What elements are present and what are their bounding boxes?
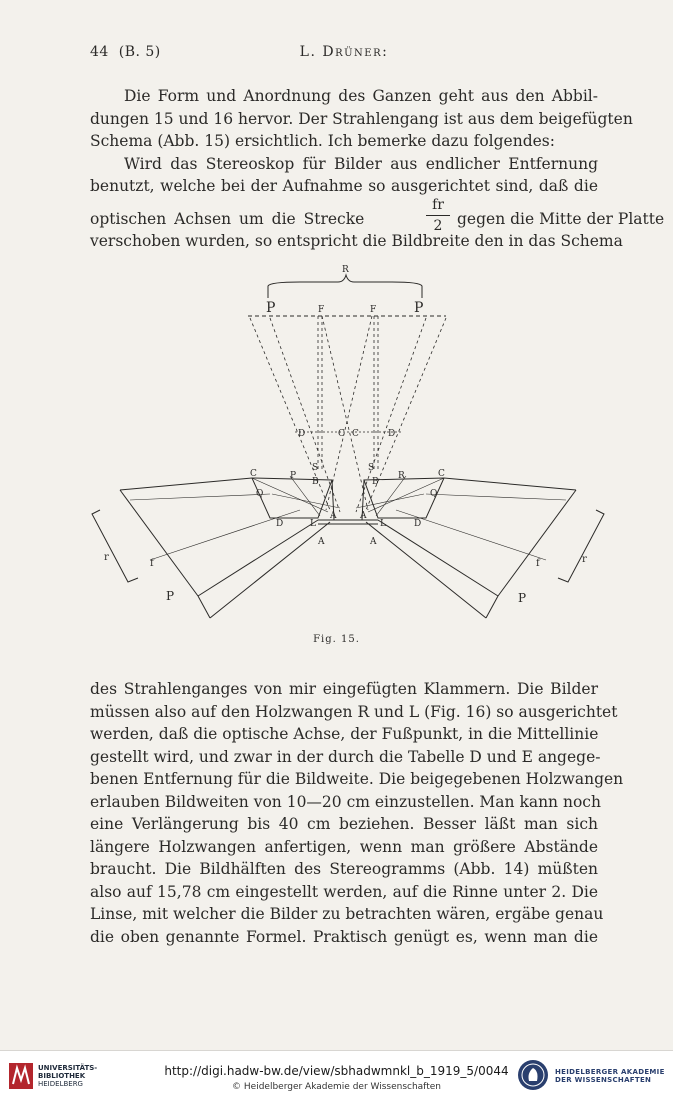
text-line: Schema (Abb. 15) ersichtlich. Ich bemerke dazu folgendes: bbox=[90, 132, 555, 150]
label-R: R bbox=[342, 265, 349, 275]
running-header bbox=[90, 44, 598, 64]
formula-text-before: optischen Achsen um die Strecke bbox=[90, 210, 365, 228]
label-B-2: B bbox=[372, 477, 379, 487]
author-name: L. Drüner: bbox=[299, 44, 389, 60]
paragraph-1 bbox=[90, 85, 633, 198]
label-P2-right: P bbox=[518, 591, 527, 605]
label-r-left: r bbox=[104, 552, 109, 563]
label-P-right: P bbox=[414, 300, 424, 316]
permalink-url[interactable]: http://digi.hadw-bw.de/view/sbhadwmnkl_b_1919_5/0044 bbox=[164, 1064, 509, 1078]
fraction-bar bbox=[426, 215, 450, 216]
academy-seal-icon bbox=[517, 1059, 549, 1091]
label-B-1: B bbox=[312, 477, 319, 487]
copyright-notice: © Heidelberger Akademie der Wissenschaften bbox=[232, 1082, 441, 1092]
text-line: erlauben Bildweiten von 10—20 cm einzustellen. Man kann noch bbox=[90, 792, 601, 811]
label-r-right: r bbox=[582, 554, 587, 565]
text-line: Linse, mit welcher die Bilder zu betrachten wären, ergäbe genau bbox=[90, 905, 604, 923]
label-A-2: A bbox=[370, 537, 377, 547]
label-D-2: D bbox=[388, 429, 396, 439]
label-L-2: L bbox=[380, 519, 386, 529]
text-line: benen Entfernung für die Bildweite. Die beigegebenen Holzwangen bbox=[90, 770, 624, 788]
text-line: die oben genannte Formel. Praktisch genügt es, wenn man die bbox=[90, 927, 598, 946]
label-C-1: C bbox=[338, 429, 345, 439]
viewer-footer bbox=[0, 1050, 673, 1100]
paragraph-1-end bbox=[90, 230, 623, 253]
fraction-denominator: 2 bbox=[433, 218, 443, 234]
label-A-center-1: A bbox=[330, 511, 337, 521]
library-name: UNIVERSITÄTS- BIBLIOTHEK HEIDELBERG bbox=[38, 1064, 98, 1088]
label-Q-left: Q bbox=[256, 489, 264, 499]
label-A-center-2: A bbox=[360, 511, 367, 521]
text-line: des Strahlenganges von mir eingefügten Klammern. Die Bilder bbox=[90, 680, 598, 698]
label-R-right-mirror: R bbox=[398, 471, 405, 481]
label-F-2: F bbox=[370, 305, 377, 315]
label-f-left: f bbox=[150, 558, 154, 569]
label-A-1: A bbox=[318, 537, 325, 547]
text-line: müssen also auf den Holzwangen R und L (Fig. 16) so ausgerichtet bbox=[90, 702, 618, 721]
text-line: dungen 15 und 16 hervor. Der Strahlengang ist aus dem beigefügten bbox=[90, 109, 633, 128]
label-D-1: D bbox=[298, 429, 306, 439]
label-C-2: C bbox=[352, 429, 359, 439]
text-line: eine Verlängerung bis 40 cm beziehen. Besser läßt man sich bbox=[90, 815, 598, 833]
page-number: 44 (B. 5) bbox=[90, 44, 161, 60]
label-P-left: P bbox=[266, 300, 276, 316]
formula-text-after: gegen die Mitte der Platte bbox=[457, 210, 665, 228]
academy-logo[interactable] bbox=[517, 1059, 665, 1093]
label-S-1: S bbox=[312, 463, 319, 473]
label-f-right: f bbox=[536, 558, 540, 569]
figure-caption: Fig. 15. bbox=[313, 634, 360, 645]
label-L-1: L bbox=[310, 519, 316, 529]
text-line: verschoben wurden, so entspricht die Bildbreite den in das Schema bbox=[90, 232, 623, 250]
figure-15-diagram bbox=[90, 262, 610, 642]
label-P2-left: P bbox=[166, 589, 175, 603]
text-line: braucht. Die Bildhälften des Stereogramms (Abb. 14) müßten bbox=[90, 860, 598, 878]
text-line: Die Form und Anordnung des Ganzen geht aus den Abbil- bbox=[124, 87, 598, 105]
label-D-right: D bbox=[414, 519, 422, 529]
text-line: gestellt wird, und zwar in der durch die Tabelle D und E angege- bbox=[90, 747, 601, 766]
label-Q-right: Q bbox=[430, 489, 438, 499]
text-line: also auf 15,78 cm eingestellt werden, auf die Rinne unter 2. Die bbox=[90, 882, 598, 901]
label-P-left-mirror: P bbox=[290, 471, 297, 481]
text-line: benutzt, welche bei der Aufnahme so ausgerichtet sind, daß die bbox=[90, 177, 598, 195]
text-line: Wird das Stereoskop für Bilder aus endlicher Entfernung bbox=[124, 154, 598, 173]
label-F-1: F bbox=[318, 305, 325, 315]
text-line: werden, daß die optische Achse, der Fußpunkt, in die Mittellinie bbox=[90, 725, 599, 743]
academy-name: HEIDELBERGER AKADEMIE DER WISSENSCHAFTEN bbox=[555, 1068, 665, 1084]
fraction-numerator: fr bbox=[432, 197, 444, 213]
label-S-2: S bbox=[368, 463, 375, 473]
label-D-left: D bbox=[276, 519, 284, 529]
paragraph-2 bbox=[90, 678, 624, 948]
text-line: längere Holzwangen anfertigen, wenn man größere Abstände bbox=[90, 837, 598, 856]
label-C-left: C bbox=[250, 469, 257, 479]
label-C-right: C bbox=[438, 469, 445, 479]
